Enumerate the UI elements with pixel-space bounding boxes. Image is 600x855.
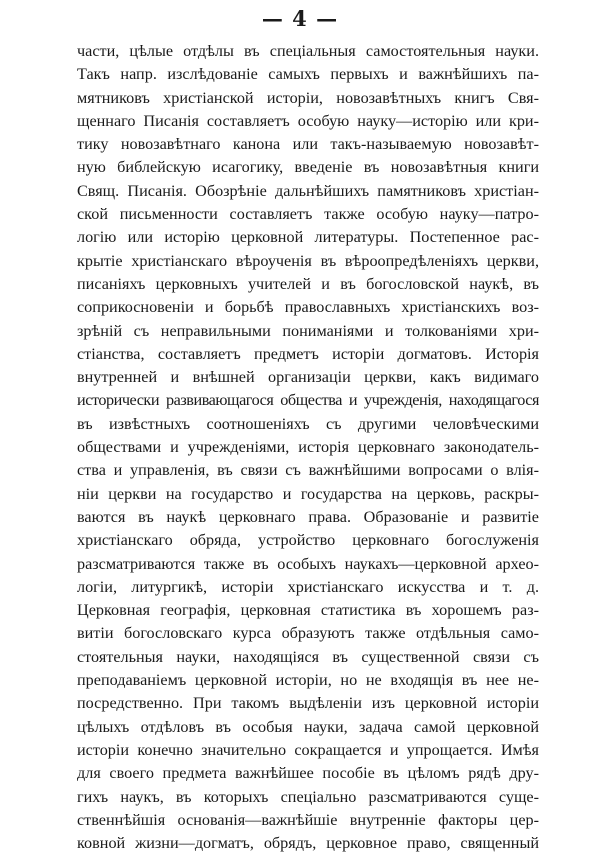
text-line: цѣлыхъ отдѣловъ въ особыя науки, задача самой церковной [77,717,539,736]
text-line: ную библейскую исагогику, введеніе въ новозавѣтныя книги [77,158,539,177]
text-line: Церковная географія, церковная статистика въ хорошемъ раз- [77,601,539,620]
text-line: христіанскаго обряда, устройство церковнаго богослуженія [77,531,539,550]
text-line: логіи, литургикѣ, исторіи христіанскаго искусства и т. д. [77,577,539,596]
body-text [77,40,539,855]
text-line: Свящ. Писанія. Обозрѣніе дальнѣйшихъ памятниковъ христіан- [77,181,539,200]
text-line: ства и управленія, въ связи съ важнѣйшими вопросами о влія- [77,461,539,480]
text-line: внутренней и внѣшней организаціи церкви, какъ видимаго [77,368,539,387]
text-line: щеннаго Писанія составляетъ особую науку—исторію или кри- [77,111,539,130]
text-line: гихъ наукъ, въ которыхъ спеціально разсматриваются суще- [77,787,539,806]
text-line: мятниковъ христіанской исторіи, новозавѣтныхъ книгъ Свя- [77,88,539,107]
text-line: стоятельныя науки, находящіяся въ существенной связи съ [77,647,539,666]
text-line: части, цѣлые отдѣлы въ спеціальныя самостоятельныя науки. [77,42,539,60]
text-line: витіи богословскаго курса образуютъ также отдѣльныя само- [77,624,539,643]
text-line: исторически развивающагося общества и учрежденія, находящагося [77,391,539,410]
text-line: ковной жизни—догматъ, обрядъ, церковное право, священный [77,834,539,853]
text-line: ваются въ наукѣ церковнаго права. Образованіе и развитіе [77,507,539,526]
text-line: разсматриваются также въ особыхъ наукахъ—церковной архео- [77,554,539,573]
text-line: ніи церкви на государство и государства на церковь, раскры- [77,484,539,503]
text-line: тику новозавѣтнаго канона или такъ-называемую новозавѣт- [77,135,539,154]
text-line: исторіи конечно значительно сокращается и упрощается. Имѣя [77,740,539,759]
page-number-header: — 4 — [261,6,339,31]
text-line: зрѣній съ неправильными пониманіями и толкованіями хри- [77,321,539,340]
text-line: обществами и учрежденіями, исторія церковнаго законодатель- [77,438,539,457]
text-line: для своего предмета важнѣйшее пособіе въ цѣломъ рядѣ дру- [77,764,539,783]
text-line: писаніяхъ церковныхъ учителей и въ богословской наукѣ, въ [77,274,539,293]
text-line: ской письменности составляетъ также особую науку—патро- [77,205,539,224]
text-line: крытіе христіанскаго вѣроученія въ вѣроопредѣленіяхъ церкви, [77,251,539,270]
text-line: логію или исторію церковной литературы. Постепенное рас- [77,228,539,247]
text-line: въ извѣстныхъ соотношеніяхъ съ другими человѣческими [77,414,539,433]
text-line: преподаваніемъ церковной исторіи, но не входящія въ нее не- [77,671,539,690]
text-line: соприкосновеніи и борьбѣ православныхъ христіанскихъ воз- [77,298,539,317]
text-line: посредственно. При такомъ выдѣленіи изъ церковной исторіи [77,694,539,713]
text-line: Такъ напр. изслѣдованіе самыхъ первыхъ и важнѣйшихъ па- [77,65,539,84]
text-line: стіанства, составляетъ предметъ исторіи догматовъ. Исторія [77,344,539,363]
text-line: ственнѣйшія основанія—важнѣйшіе внутренніе факторы цер- [77,810,539,829]
